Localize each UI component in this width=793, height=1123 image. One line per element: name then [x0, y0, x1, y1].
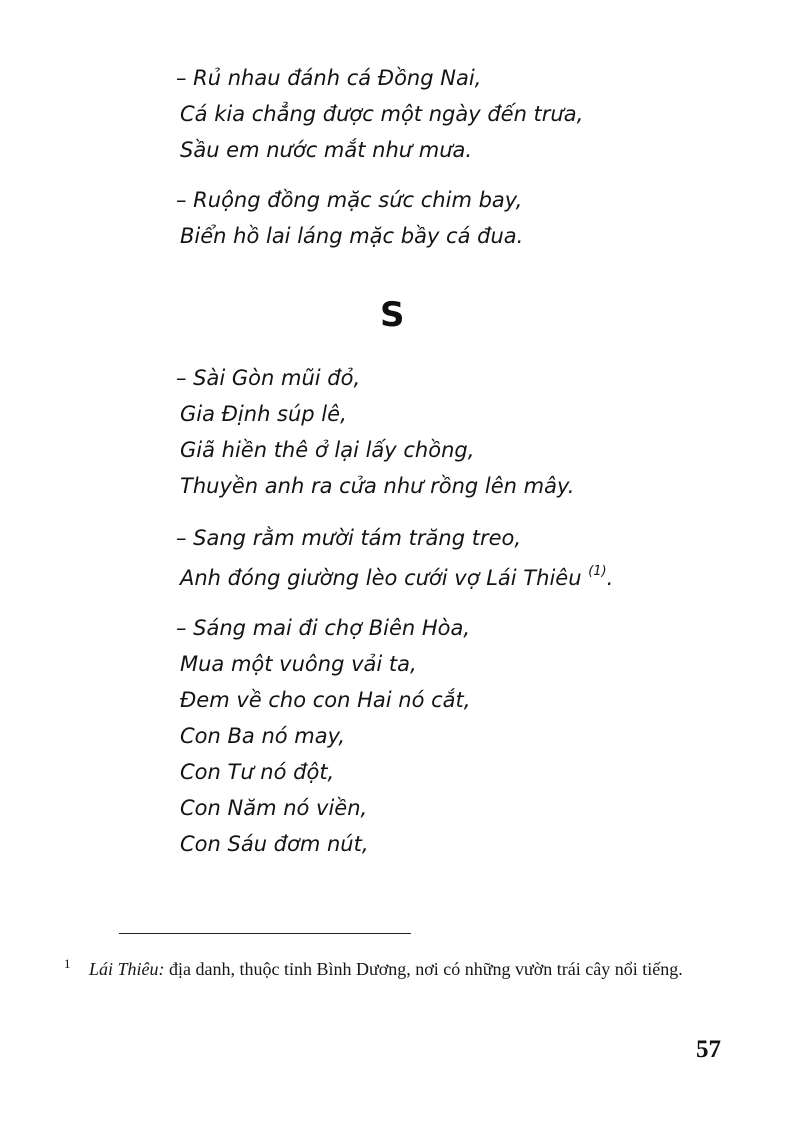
- verse-5: [176, 610, 470, 862]
- verse-line-punct: .: [606, 566, 614, 590]
- footnote-term: Lái Thiêu:: [89, 959, 165, 979]
- page-number: 57: [696, 1036, 721, 1063]
- verse-line: Biển hồ lai láng mặc bầy cá đua.: [180, 224, 524, 248]
- footnote-separator: [119, 933, 411, 934]
- verse-line: – Rủ nhau đánh cá Đồng Nai,: [176, 66, 482, 90]
- verse-4: [176, 520, 613, 592]
- verse-line: Con Sáu đơm nút,: [180, 832, 369, 856]
- section-heading: S: [380, 295, 405, 335]
- verse-line-with-footnote: [176, 556, 613, 592]
- footnote-reference: (1): [588, 564, 607, 579]
- verse-line: – Sang rằm mười tám trăng treo,: [176, 526, 522, 550]
- verse-3: [176, 360, 574, 504]
- verse-line: Con Năm nó viền,: [180, 796, 368, 820]
- footnote-text: địa danh, thuộc tỉnh Bình Dương, nơi có những vườn trái cây nổi tiếng.: [164, 959, 683, 979]
- verse-2: [176, 182, 523, 254]
- verse-1: [176, 60, 583, 168]
- verse-line: Con Tư nó đột,: [180, 760, 335, 784]
- verse-line: Thuyền anh ra cửa như rồng lên mây.: [180, 474, 575, 498]
- verse-line: Gia Định súp lê,: [180, 402, 347, 426]
- verse-line: Đem về cho con Hai nó cắt,: [180, 688, 471, 712]
- footnote: [89, 954, 749, 984]
- verse-line: Mua một vuông vải ta,: [180, 652, 417, 676]
- verse-line-text: Anh đóng giường lèo cưới vợ Lái Thiêu: [180, 566, 589, 590]
- verse-line: – Ruộng đồng mặc sức chim bay,: [176, 188, 523, 212]
- verse-line: – Sài Gòn mũi đỏ,: [176, 366, 361, 390]
- verse-line: Con Ba nó may,: [180, 724, 346, 748]
- verse-line: Sầu em nước mắt như mưa.: [180, 138, 473, 162]
- footnote-marker: 1: [64, 956, 71, 971]
- verse-line: – Sáng mai đi chợ Biên Hòa,: [176, 616, 471, 640]
- verse-line: Cá kia chẳng được một ngày đến trưa,: [180, 102, 584, 126]
- verse-line: Giã hiền thê ở lại lấy chồng,: [180, 438, 475, 462]
